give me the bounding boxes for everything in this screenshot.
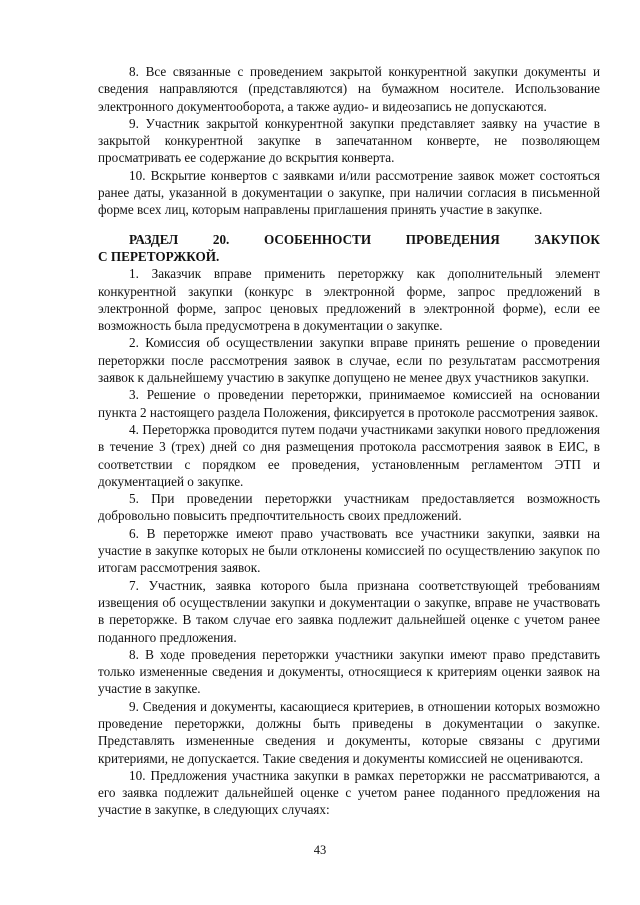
section-paragraph-7: 7. Участник, заявка которого была признана соответствующей требованиям извещения об осуществлении закупки и документации о закупке, вправе не участвовать в переторжке. В таком случае его заявка подлежит дальнейшей оценке с учетом ранее поданного предложения. [98, 577, 600, 645]
section-heading-word: РАЗДЕЛ [129, 231, 179, 247]
page-number: 43 [313, 843, 327, 857]
section-heading-word: ОСОБЕННОСТИ [263, 231, 372, 247]
paragraph-10: 10. Вскрытие конвертов с заявками и/или рассмотрение заявок может состояться ранее даты, указанной в документации о закупке, при наличии согласия в письменной форме всех лиц, которым направлены приглашения принять участие в закупке. [98, 167, 600, 218]
document-page [98, 63, 600, 819]
section-paragraph-3: 3. Решение о проведении переторжки, принимаемое комиссией на основании пункта 2 настоящего раздела Положения, фиксируется в протоколе рассмотрения заявок. [98, 387, 600, 420]
section-paragraph-4: 4. Переторжка проводится путем подачи участниками закупки нового предложения в течение 3 (трех) дней со дня размещения протокола рассмотрения заявок в ЕИС, в соответствии с порядком ее проведения, установленным регламентом ЭТП и документацией о закупке. [98, 421, 600, 489]
paragraph-8: 8. Все связанные с проведением закрытой конкурентной закупки документы и сведения направляются (представляются) на бумажном носителе. Использование электронного документооборота, а также аудио- и видеозапись не допускаются. [98, 64, 600, 114]
section-heading-word: 20. [212, 231, 230, 247]
section-paragraph-6: 6. В переторжке имеют право участвовать все участники закупки, заявки на участие в закупке которых не были отклонены комиссией по осуществлению закупок по итогам рассмотрения заявок. [98, 525, 600, 576]
paragraph-9: 9. Участник закрытой конкурентной закупки представляет заявку на участие в закрытой конкурентной закупке в запечатанном конверте, не позволяющем просматривать ее содержание до вскрытия конверта. [98, 115, 600, 166]
section-paragraph-1: 1. Заказчик вправе применить переторжку как дополнительный элемент конкурентной закупки (конкурс в электронной форме, запрос предложений в электронной форме, запрос ценовых предложений в электронной форме), если ее возможность была предусмотрена в документации о закупке. [98, 266, 600, 334]
section-heading [98, 231, 600, 248]
section-heading-continuation: С ПЕРЕТОРЖКОЙ. [98, 248, 220, 264]
section-paragraph-8: 8. В ходе проведения переторжки участники закупки имеют право представить только измененные сведения и документы, относящиеся к критериям оценки заявок на участие в закупке. [98, 646, 600, 697]
section-paragraph-5: 5. При проведении переторжки участникам предоставляется возможность добровольно повысить предпочтительность своих предложений. [98, 491, 600, 524]
section-heading-word: ЗАКУПОК [534, 231, 600, 247]
section-paragraph-10: 10. Предложения участника закупки в рамках переторжки не рассматриваются, а его заявка подлежит дальнейшей оценке с учетом ранее поданного предложения на участие в закупке, в следующих случаях: [98, 767, 600, 818]
section-heading-word: ПРОВЕДЕНИЯ [405, 231, 500, 247]
section-paragraph-9: 9. Сведения и документы, касающиеся критериев, в отношении которых возможно проведение переторжки, должны быть приведены в документации о закупке. Представлять измененные сведения и документы, которые связаны с другими критериями, не допускается. Такие сведения и документы комиссией не оцениваются. [98, 698, 600, 766]
section-paragraph-2: 2. Комиссия об осуществлении закупки вправе принять решение о проведении переторжки после рассмотрения заявок в случае, если по результатам рассмотрения заявок к дальнейшему участию в закупке допущено не менее двух участников закупки. [98, 335, 600, 386]
